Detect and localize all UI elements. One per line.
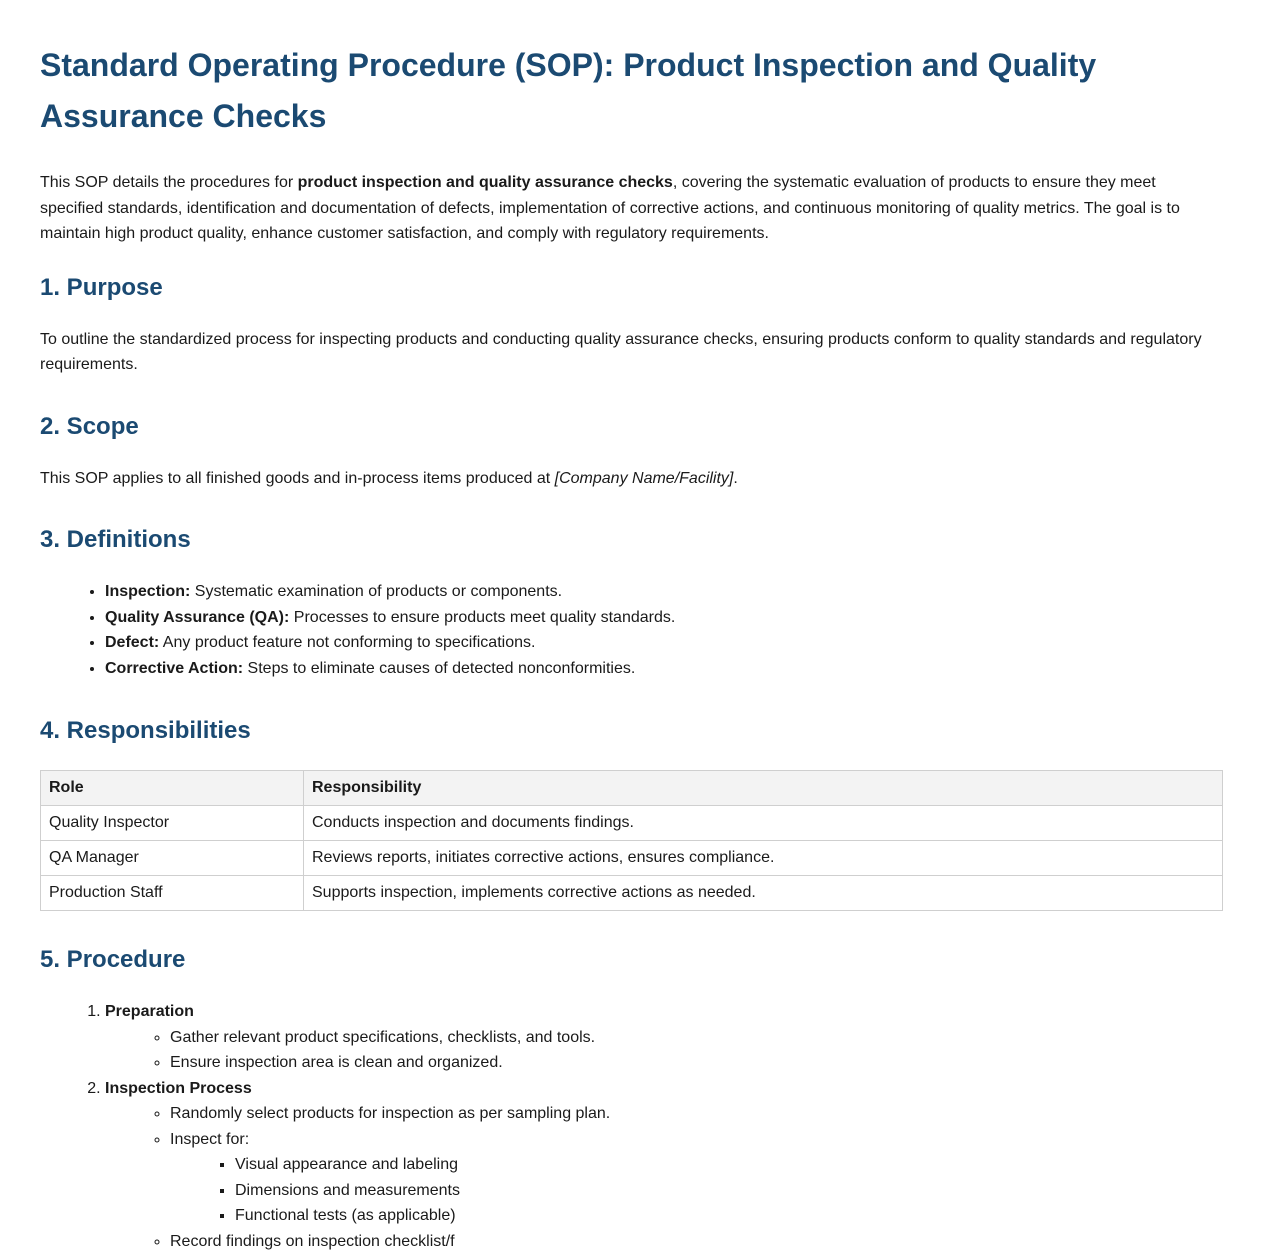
definition-term: Corrective Action:	[105, 660, 243, 677]
definition-description: Processes to ensure products meet quality standards.	[289, 609, 675, 626]
section-heading-responsibilities: 4. Responsibilities	[40, 716, 1223, 746]
inspect-for-label: Inspect for:	[170, 1131, 249, 1148]
column-header-responsibility: Responsibility	[304, 771, 1223, 806]
table-cell-role: QA Manager	[41, 841, 304, 876]
scope-company-placeholder: [Company Name/Facility]	[555, 470, 734, 487]
intro-text-before: This SOP details the procedures for	[40, 174, 298, 191]
intro-text-bold: product inspection and quality assurance checks	[298, 174, 673, 191]
list-item	[105, 605, 1223, 631]
procedure-step-title: Inspection Process	[105, 1080, 252, 1097]
scope-paragraph	[40, 466, 1223, 492]
table-header-row	[41, 771, 1223, 806]
procedure-step	[105, 1076, 1223, 1254]
definition-description: Any product feature not conforming to specifications.	[159, 634, 535, 651]
list-item: ◦ Randomly select products for inspection as per sampling plan.	[170, 1101, 1223, 1127]
list-item: ◦ Gather relevant product specifications, checklists, and tools.	[170, 1025, 1223, 1051]
table-cell-role: Quality Inspector	[41, 806, 304, 841]
list-item	[105, 579, 1223, 605]
intro-text-after: , covering the systematic evaluation of products to ensure they meet specified standards, identification and documentation of defects, implementation of corrective actions, and continuous monitoring of quality metrics. The goal is to maintain high product quality, enhance customer satisfaction, and comply with regulatory requirements.	[40, 174, 1180, 242]
list-item: ◦ Record findings on inspection checklist/f	[170, 1229, 1223, 1254]
table-row	[41, 841, 1223, 876]
procedure-substeps	[105, 1101, 1223, 1254]
scope-text-after: .	[733, 470, 737, 487]
definition-description: Systematic examination of products or components.	[190, 583, 562, 600]
table-cell-responsibility: Conducts inspection and documents findings.	[304, 806, 1223, 841]
purpose-paragraph: To outline the standardized process for inspecting products and conducting quality assurance checks, ensuring products conform to quality standards and regulatory requirements.	[40, 327, 1223, 378]
procedure-step	[105, 999, 1223, 1076]
definition-term: Inspection:	[105, 583, 190, 600]
table-cell-role: Production Staff	[41, 876, 304, 911]
table-row	[41, 806, 1223, 841]
list-item: ▪ Functional tests (as applicable)	[235, 1203, 1223, 1229]
list-item: ▪ Dimensions and measurements	[235, 1178, 1223, 1204]
table-cell-responsibility: Reviews reports, initiates corrective actions, ensures compliance.	[304, 841, 1223, 876]
list-item	[105, 630, 1223, 656]
section-heading-procedure: 5. Procedure	[40, 945, 1223, 975]
column-header-role: Role	[41, 771, 304, 806]
section-heading-purpose: 1. Purpose	[40, 273, 1223, 303]
scope-text-before: This SOP applies to all finished goods and in-process items produced at	[40, 470, 555, 487]
table-row	[41, 876, 1223, 911]
section-heading-scope: 2. Scope	[40, 412, 1223, 442]
table-cell-responsibility: Supports inspection, implements corrective actions as needed.	[304, 876, 1223, 911]
procedure-step-title: Preparation	[105, 1003, 194, 1020]
definition-description: Steps to eliminate causes of detected nonconformities.	[243, 660, 635, 677]
section-heading-definitions: 3. Definitions	[40, 525, 1223, 555]
responsibilities-table	[40, 770, 1223, 911]
definitions-list	[40, 579, 1223, 681]
inspect-for-list	[170, 1152, 1223, 1229]
definition-term: Defect:	[105, 634, 159, 651]
list-item: ◦ Ensure inspection area is clean and organized.	[170, 1050, 1223, 1076]
list-item: ▪ Visual appearance and labeling	[235, 1152, 1223, 1178]
definition-term: Quality Assurance (QA):	[105, 609, 289, 626]
list-item	[170, 1127, 1223, 1229]
procedure-substeps	[105, 1025, 1223, 1076]
intro-paragraph	[40, 170, 1223, 247]
page-title: Standard Operating Procedure (SOP): Product Inspection and Quality Assurance Checks	[40, 0, 1223, 142]
list-item	[105, 656, 1223, 682]
procedure-steps-list	[40, 999, 1223, 1254]
